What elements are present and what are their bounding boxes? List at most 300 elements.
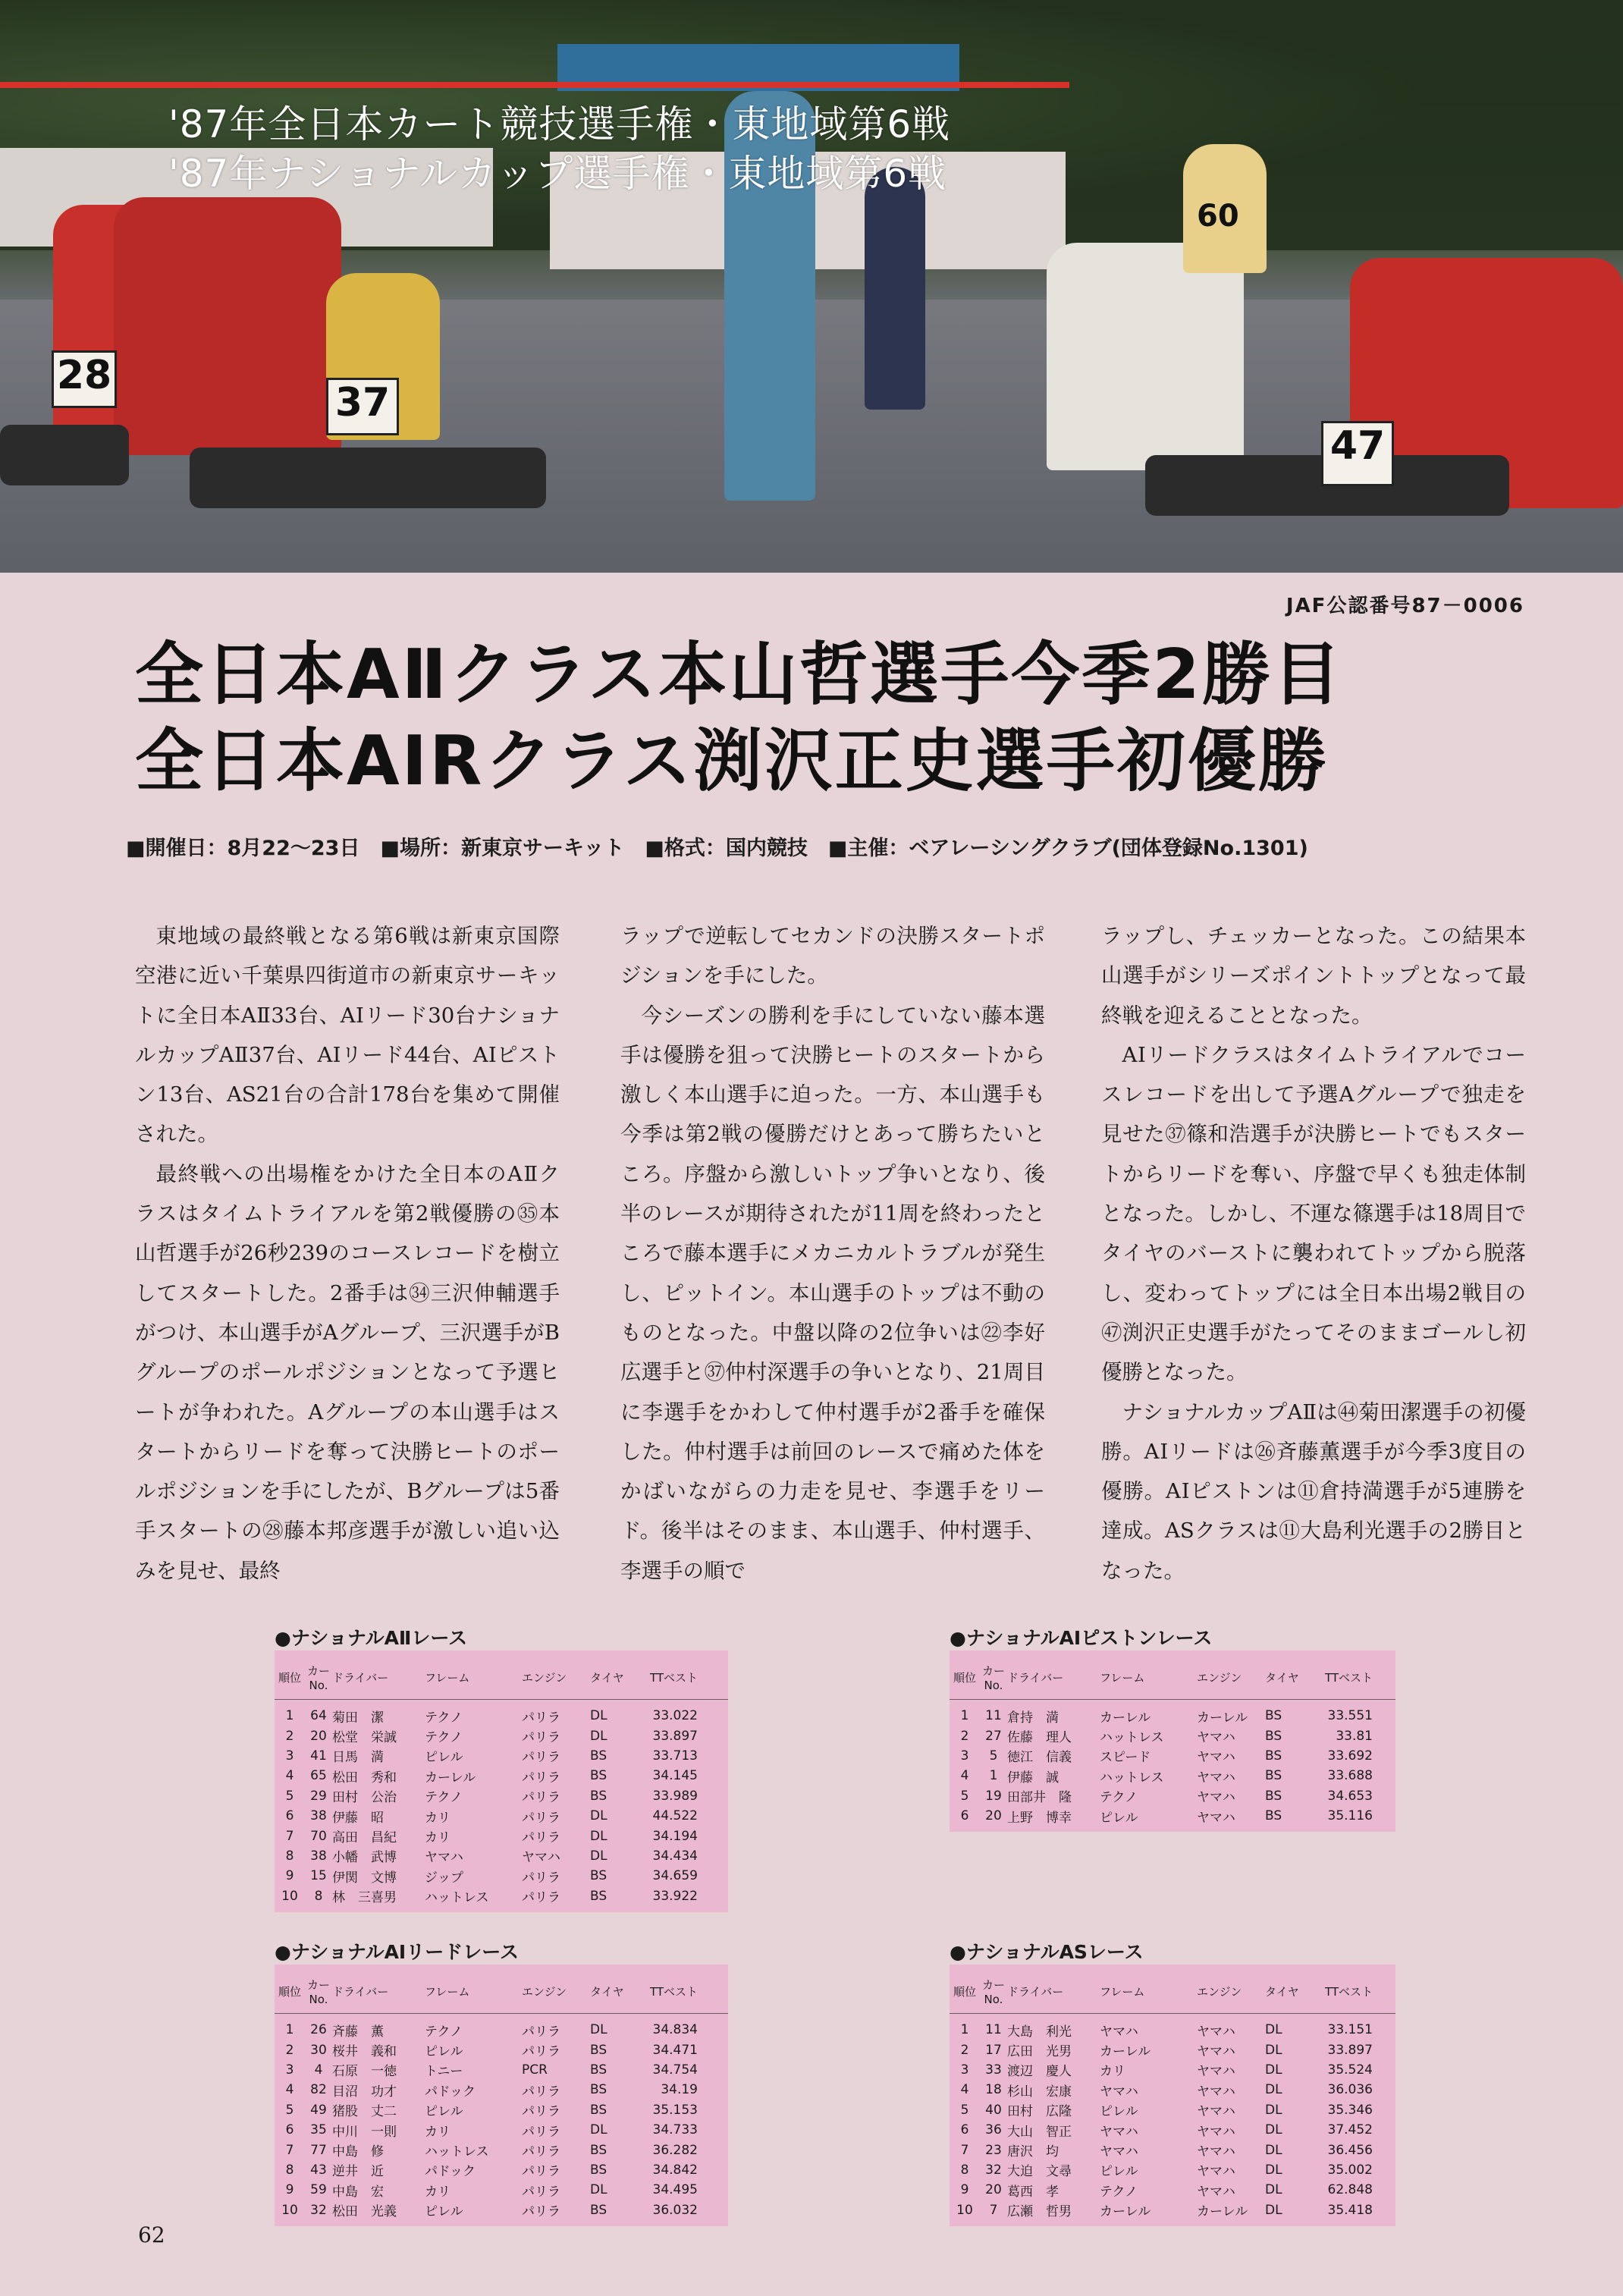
cell-frame: ヤマハ: [1100, 2024, 1138, 2040]
cell-car: 43: [310, 2162, 327, 2178]
cell-car: 23: [985, 2142, 1002, 2158]
header-frame: フレーム: [1100, 1984, 1145, 1999]
cell-pos: 1: [285, 2022, 294, 2038]
cell-tire: BS: [1265, 1728, 1282, 1744]
cell-tire: DL: [590, 1808, 607, 1824]
cell-tire: DL: [1265, 2022, 1282, 2038]
table-row: [950, 1746, 1395, 1766]
cell-frame: ピレル: [425, 2044, 463, 2060]
cell-frame: パドック: [425, 2164, 476, 2180]
cell-driver: 伊関 文博: [332, 1870, 397, 1886]
cell-frame: ピレル: [1100, 1810, 1138, 1826]
cell-engine: パリラ: [522, 1730, 560, 1746]
kart-number-plate: 28: [52, 350, 117, 408]
cell-driver: 佐藤 理人: [1007, 1730, 1072, 1746]
results-table-national-as: [950, 1937, 1395, 2226]
table-header: [275, 1969, 728, 2014]
header-frame: フレーム: [1100, 1670, 1145, 1685]
cell-frame: ピレル: [425, 2204, 463, 2220]
title-accent-line: [0, 82, 1069, 88]
cell-car: 18: [985, 2082, 1002, 2098]
cell-pos: 1: [285, 1708, 294, 1724]
cell-car: 36: [985, 2122, 1002, 2138]
cell-driver: 伊藤 誠: [1007, 1770, 1059, 1786]
cell-tt: 36.456: [1327, 2142, 1373, 2158]
cell-car: 70: [310, 1828, 327, 1844]
header-frame: フレーム: [425, 1670, 470, 1685]
photo-caption-line-2: '87年ナショナルカップ選手権・東地域第6戦: [168, 152, 947, 196]
table-row: [275, 2100, 728, 2120]
paragraph: AⅠリードクラスはタイムトライアルでコースレコードを出して予選Aグループで独走を見せた㊲篠和浩選手が決勝ヒートでもスタートからリードを奪い、序盤で早くも独走体制となった。しかし、不運な篠選手は18周目でタイヤのバーストに襲われてトップから脱落し、変わってトップには全日本出場2戦目の㊼渕沢正史選手がたってそのままゴールし初優勝となった。: [1101, 1042, 1526, 1385]
cell-pos: 5: [960, 2102, 969, 2118]
cell-tt: 33.989: [652, 1788, 698, 1804]
header-pos: 順位: [953, 1984, 976, 1999]
cell-engine: パリラ: [522, 1790, 560, 1806]
table-row: [950, 2120, 1395, 2140]
cell-pos: 3: [285, 1748, 294, 1764]
header-car: カーNo.: [306, 1977, 330, 2006]
cell-tt: 33.688: [1327, 1768, 1373, 1784]
cell-frame: テクノ: [425, 1730, 463, 1746]
cell-tt: 35.002: [1327, 2162, 1373, 2178]
header-pos: 順位: [278, 1984, 301, 1999]
table-row: [275, 1806, 728, 1826]
paragraph: ラップで逆転してセカンドの決勝スタートポジションを手にした。: [620, 924, 1045, 988]
cell-tire: BS: [590, 2062, 607, 2078]
cell-car: 35: [310, 2122, 327, 2138]
paragraph: 今シーズンの勝利を手にしていない藤本選手は優勝を狙って決勝ヒートのスタートから激しく本山選手に迫った。一方、本山選手も今季は第2戦の優勝だけとあって勝ちたいところ。序盤から激しいトップ争いとなり、後半のレースが期待されたが11周を終わったところで藤本選手にメカニカルトラブルが発生し、ピットイン。本山選手のトップは不動のものとなった。中盤以降の2位争いは㉒李好広選手と㊲仲村深選手の争いとなり、21周目に李選手をかわして仲村選手が2番手を確保した。仲村選手は前回のレースで痛めた体をかばいながらの力走を見せ、李選手をリード。後半はそのまま、本山選手、仲村選手、李選手の順で: [620, 1003, 1045, 1583]
table-row: [275, 1866, 728, 1886]
cell-pos: 4: [960, 2082, 969, 2098]
cell-tt: 37.452: [1327, 2122, 1373, 2138]
cell-engine: パリラ: [522, 2204, 560, 2220]
cell-pos: 10: [281, 2202, 298, 2218]
header-engine: エンジン: [522, 1984, 567, 1999]
cell-driver: 田村 公治: [332, 1790, 397, 1806]
cell-driver: 目沼 功才: [332, 2084, 397, 2100]
article-column-1: [135, 916, 560, 1591]
cell-tt: 34.659: [652, 1868, 698, 1884]
cell-car: 40: [985, 2102, 1002, 2118]
header-engine: エンジン: [1197, 1984, 1242, 1999]
table-row: [950, 2040, 1395, 2059]
table-row: [275, 2060, 728, 2080]
cell-frame: カーレル: [1100, 2044, 1151, 2060]
cell-engine: パリラ: [522, 2144, 560, 2160]
header-tire: タイヤ: [1265, 1984, 1299, 1999]
cell-driver: 石原 一徳: [332, 2064, 397, 2080]
cell-frame: パドック: [425, 2084, 476, 2100]
cell-frame: ハットレス: [1100, 1730, 1164, 1746]
cell-car: 32: [985, 2162, 1002, 2178]
table-row: [275, 1846, 728, 1866]
cell-pos: 7: [285, 2142, 294, 2158]
cell-pos: 4: [285, 2082, 294, 2098]
cell-tire: DL: [590, 2122, 607, 2138]
cell-car: 8: [314, 1888, 323, 1904]
cell-engine: パリラ: [522, 1750, 560, 1766]
cell-driver: 倉持 満: [1007, 1710, 1059, 1726]
jaf-approval-number: JAF公認番号87－0006: [1286, 595, 1524, 617]
cell-driver: 大島 利光: [1007, 2024, 1072, 2040]
cell-pos: 6: [285, 1808, 294, 1824]
cell-pos: 5: [285, 2102, 294, 2118]
cell-tt: 34.842: [652, 2162, 698, 2178]
rider-bib: 60: [1197, 199, 1239, 234]
cell-engine: ヤマハ: [1197, 2044, 1235, 2060]
cell-tire: DL: [1265, 2142, 1282, 2158]
cell-engine: パリラ: [522, 2164, 560, 2180]
cell-car: 11: [985, 2022, 1002, 2038]
cell-engine: パリラ: [522, 2024, 560, 2040]
cell-frame: トニー: [425, 2064, 463, 2080]
cell-car: 30: [310, 2042, 327, 2058]
cell-pos: 8: [285, 1848, 294, 1864]
cell-tire: BS: [1265, 1768, 1282, 1784]
cell-driver: 広田 光男: [1007, 2044, 1072, 2060]
cell-engine: パリラ: [522, 2104, 560, 2120]
cell-engine: パリラ: [522, 1870, 560, 1886]
cell-tire: DL: [1265, 2042, 1282, 2058]
cell-car: 29: [310, 1788, 327, 1804]
cell-tire: BS: [590, 1788, 607, 1804]
cell-tt: 33.922: [652, 1888, 698, 1904]
cell-tt: 36.282: [652, 2142, 698, 2158]
cell-frame: テクノ: [425, 1790, 463, 1806]
cell-tire: BS: [1265, 1748, 1282, 1764]
cell-pos: 6: [960, 2122, 969, 2138]
cell-tire: BS: [1265, 1788, 1282, 1804]
cell-tire: DL: [1265, 2102, 1282, 2118]
cell-driver: 逆井 近: [332, 2164, 384, 2180]
cell-frame: ピレル: [425, 1750, 463, 1766]
cell-car: 82: [310, 2082, 327, 2098]
table-body: [950, 1965, 1395, 2226]
table-title: ●ナショナルAⅠピストンレース: [950, 1627, 1213, 1649]
cell-tire: DL: [590, 1848, 607, 1864]
cell-car: 59: [310, 2182, 327, 2198]
cell-tire: BS: [590, 2102, 607, 2118]
table-row: [275, 1746, 728, 1766]
cell-engine: パリラ: [522, 1810, 560, 1826]
cell-pos: 10: [281, 1888, 298, 1904]
cell-car: 5: [989, 1748, 998, 1764]
cell-driver: 松田 光義: [332, 2204, 397, 2220]
table-row: [950, 2080, 1395, 2100]
table-row: [275, 2140, 728, 2159]
cell-driver: 大迫 文尋: [1007, 2164, 1072, 2180]
cell-frame: テクノ: [1100, 2184, 1138, 2200]
cell-tt: 34.19: [661, 2082, 698, 2098]
cell-car: 20: [985, 2182, 1002, 2198]
cell-frame: ヤマハ: [425, 1850, 463, 1866]
kart-number-plate: 37: [326, 378, 399, 435]
cell-driver: 唐沢 均: [1007, 2144, 1059, 2160]
cell-driver: 高田 昌紀: [332, 1830, 397, 1846]
kart-number-plate: 47: [1321, 421, 1394, 486]
mechanic-figure: [1047, 243, 1244, 470]
cell-engine: ヤマハ: [1197, 2184, 1235, 2200]
table-row: [950, 2140, 1395, 2159]
cell-engine: パリラ: [522, 1770, 560, 1786]
cell-car: 33: [985, 2062, 1002, 2078]
table-row: [275, 1726, 728, 1745]
cell-engine: パリラ: [522, 2124, 560, 2140]
cell-driver: 田部井 隆: [1007, 1790, 1072, 1806]
header-car: カーNo.: [981, 1977, 1005, 2006]
header-tt: TTベスト: [649, 1984, 698, 1999]
cell-tire: DL: [1265, 2122, 1282, 2138]
cell-pos: 2: [285, 2042, 294, 2058]
table-row: [950, 1786, 1395, 1806]
cell-tt: 34.145: [652, 1768, 698, 1784]
paragraph: 東地域の最終戦となる第6戦は新東京国際空港に近い千葉県四街道市の新東京サーキットに全日本AⅡ33台、AⅠリード30台ナショナルカップAⅡ37台、AⅠリード44台、AⅠピストン13台、AS21台の合計178台を集めて開催された。: [135, 924, 560, 1147]
cell-tire: DL: [1265, 2202, 1282, 2218]
header-tire: タイヤ: [590, 1984, 624, 1999]
cell-car: 77: [310, 2142, 327, 2158]
header-tire: タイヤ: [590, 1670, 624, 1685]
header-pos: 順位: [953, 1670, 976, 1685]
cell-driver: 伊藤 昭: [332, 1810, 384, 1826]
cell-pos: 9: [285, 1868, 294, 1884]
cell-pos: 6: [285, 2122, 294, 2138]
cell-tire: BS: [590, 2162, 607, 2178]
cell-tire: DL: [590, 1728, 607, 1744]
cell-driver: 松堂 栄誠: [332, 1730, 397, 1746]
cell-pos: 7: [285, 1828, 294, 1844]
cell-pos: 10: [956, 2202, 973, 2218]
table-row: [950, 2160, 1395, 2180]
cell-car: 1: [989, 1768, 998, 1784]
cell-pos: 3: [960, 2062, 969, 2078]
cell-tt: 34.495: [652, 2182, 698, 2198]
header-car: カーNo.: [306, 1663, 330, 1692]
table-title: ●ナショナルASレース: [950, 1941, 1144, 1963]
table-header: [950, 1969, 1395, 2014]
header-pos: 順位: [278, 1670, 301, 1685]
cell-engine: ヤマハ: [1197, 2104, 1235, 2120]
results-table-national-a1-reed: [275, 1937, 728, 2226]
official-figure: [865, 167, 925, 410]
cell-tt: 33.692: [1327, 1748, 1373, 1764]
cell-driver: 猪股 丈二: [332, 2104, 397, 2120]
cell-engine: ヤマハ: [1197, 1750, 1235, 1766]
table-row: [275, 2080, 728, 2100]
table-header: [950, 1655, 1395, 1700]
cell-frame: カリ: [1100, 2064, 1125, 2080]
cell-car: 7: [989, 2202, 998, 2218]
cell-pos: 7: [960, 2142, 969, 2158]
cell-tt: 33.81: [1336, 1728, 1373, 1744]
cell-car: 41: [310, 1748, 327, 1764]
cell-engine: パリラ: [522, 1890, 560, 1906]
cell-engine: ヤマハ: [1197, 1770, 1235, 1786]
cell-driver: 斉藤 薫: [332, 2024, 384, 2040]
cell-frame: ピレル: [425, 2104, 463, 2120]
cell-tt: 35.524: [1327, 2062, 1373, 2078]
cell-tt: 34.653: [1327, 1788, 1373, 1804]
table-row: [275, 2200, 728, 2220]
cell-pos: 2: [960, 2042, 969, 2058]
table-row: [275, 1886, 728, 1906]
cell-frame: ヤマハ: [1100, 2144, 1138, 2160]
cell-driver: 田村 広隆: [1007, 2104, 1072, 2120]
photo-caption-line-1: '87年全日本カート競技選手権・東地域第6戦: [168, 102, 951, 146]
cell-frame: ピレル: [1100, 2104, 1138, 2120]
table-row: [950, 2020, 1395, 2040]
cell-tire: BS: [1265, 1708, 1282, 1724]
cell-tire: DL: [590, 2022, 607, 2038]
kart: [190, 448, 546, 508]
kart: [0, 425, 129, 485]
headline-line-1: 全日本AⅡクラス本山哲選手今季2勝目: [135, 635, 1343, 715]
table-body: [950, 1651, 1395, 1832]
cell-car: 4: [314, 2062, 323, 2078]
cell-car: 17: [985, 2042, 1002, 2058]
header-driver: ドライバー: [1007, 1984, 1064, 1999]
mechanic-figure: [114, 197, 341, 455]
cell-driver: 小幡 武博: [332, 1850, 397, 1866]
cell-engine: パリラ: [522, 1830, 560, 1846]
cell-engine: カーレル: [1197, 1710, 1248, 1726]
cell-tt: 35.153: [652, 2102, 698, 2118]
cell-engine: PCR: [522, 2062, 548, 2078]
header-engine: エンジン: [1197, 1670, 1242, 1685]
cell-tire: BS: [590, 1868, 607, 1884]
cell-tire: BS: [590, 2082, 607, 2098]
header-tt: TTベスト: [649, 1670, 698, 1685]
cell-engine: ヤマハ: [1197, 2084, 1235, 2100]
cell-tire: BS: [590, 2142, 607, 2158]
cell-tt: 36.032: [652, 2202, 698, 2218]
table-header: [275, 1655, 728, 1700]
results-table-national-a1-piston: [950, 1623, 1395, 1832]
cell-car: 65: [310, 1768, 327, 1784]
cell-pos: 2: [960, 1728, 969, 1744]
cell-tt: 35.116: [1327, 1808, 1373, 1824]
cell-tire: DL: [590, 1828, 607, 1844]
cell-frame: カーレル: [1100, 2204, 1151, 2220]
table-row: [275, 1786, 728, 1806]
cell-tire: DL: [1265, 2182, 1282, 2198]
cell-car: 27: [985, 1728, 1002, 1744]
cell-tt: 36.036: [1327, 2082, 1373, 2098]
cell-tire: BS: [1265, 1808, 1282, 1824]
cell-car: 32: [310, 2202, 327, 2218]
cell-tt: 34.733: [652, 2122, 698, 2138]
cell-driver: 徳江 信義: [1007, 1750, 1072, 1766]
cell-driver: 杉山 宏康: [1007, 2084, 1072, 2100]
cell-frame: ヤマハ: [1100, 2124, 1138, 2140]
cell-engine: ヤマハ: [1197, 2124, 1235, 2140]
cell-driver: 渡辺 慶人: [1007, 2064, 1072, 2080]
cell-tire: DL: [1265, 2162, 1282, 2178]
table-body: [275, 1651, 728, 1912]
cell-tt: 34.754: [652, 2062, 698, 2078]
paragraph: ナショナルカップAⅡは㊹菊田潔選手の初優勝。AⅠリードは㉖斉藤薫選手が今季3度目の優勝。AⅠピストンは⑪倉持満選手が5連勝を達成。ASクラスは⑪大島利光選手の2勝目となった。: [1101, 1399, 1526, 1583]
cell-frame: カーレル: [425, 1770, 476, 1786]
cell-driver: 中島 修: [332, 2144, 384, 2160]
cell-engine: パリラ: [522, 1710, 560, 1726]
cell-tt: 33.713: [652, 1748, 698, 1764]
paragraph: ラップし、チェッカーとなった。この結果本山選手がシリーズポイントトップとなって最終戦を迎えることとなった。: [1101, 924, 1526, 1028]
cell-driver: 菊田 潔: [332, 1710, 384, 1726]
cell-pos: 5: [285, 1788, 294, 1804]
cell-driver: 松田 秀和: [332, 1770, 397, 1786]
race-start-photo: [0, 0, 1623, 573]
cell-driver: 大山 智正: [1007, 2124, 1072, 2140]
article-column-2: [620, 916, 1045, 1591]
cell-car: 20: [310, 1728, 327, 1744]
cell-driver: 広瀬 哲男: [1007, 2204, 1072, 2220]
article-column-3: [1101, 916, 1526, 1591]
cell-tt: 33.897: [652, 1728, 698, 1744]
table-title: ●ナショナルAⅡレース: [275, 1627, 468, 1649]
cell-pos: 4: [960, 1768, 969, 1784]
table-row: [275, 1706, 728, 1726]
cell-tire: DL: [1265, 2082, 1282, 2098]
header-tt: TTベスト: [1324, 1670, 1373, 1685]
cell-tire: BS: [590, 2042, 607, 2058]
cell-car: 38: [310, 1848, 327, 1864]
cell-tire: DL: [590, 2182, 607, 2198]
cell-driver: 日馬 満: [332, 1750, 384, 1766]
cell-tire: DL: [590, 1708, 607, 1724]
table-row: [275, 2040, 728, 2059]
cell-engine: ヤマハ: [1197, 1730, 1235, 1746]
cell-tt: 35.418: [1327, 2202, 1373, 2218]
cell-car: 11: [985, 1708, 1002, 1724]
cell-engine: カーレル: [1197, 2204, 1248, 2220]
cell-frame: ハットレス: [425, 1890, 489, 1906]
cell-frame: カリ: [425, 2124, 450, 2140]
table-row: [950, 1806, 1395, 1826]
cell-engine: パリラ: [522, 2184, 560, 2200]
table-row: [950, 2200, 1395, 2220]
cell-frame: カリ: [425, 1830, 450, 1846]
event-info: ■開催日：8月22～23日 ■場所：新東京サーキット ■格式：国内競技 ■主催：ベアレーシングクラブ(団体登録No.1301): [126, 837, 1308, 860]
cell-pos: 9: [960, 2182, 969, 2198]
cell-engine: ヤマハ: [522, 1850, 560, 1866]
cell-tt: 62.848: [1327, 2182, 1373, 2198]
cell-tt: 33.151: [1327, 2022, 1373, 2038]
cell-frame: カリ: [425, 1810, 450, 1826]
cell-pos: 5: [960, 1788, 969, 1804]
table-row: [950, 1706, 1395, 1726]
table-row: [275, 2180, 728, 2200]
header-driver: ドライバー: [1007, 1670, 1064, 1685]
table-row: [275, 2020, 728, 2040]
cell-frame: ピレル: [1100, 2164, 1138, 2180]
table-row: [275, 1766, 728, 1786]
cell-tire: DL: [1265, 2062, 1282, 2078]
cell-pos: 4: [285, 1768, 294, 1784]
header-tt: TTベスト: [1324, 1984, 1373, 1999]
cell-engine: ヤマハ: [1197, 1810, 1235, 1826]
cell-frame: テクノ: [1100, 1790, 1138, 1806]
cell-pos: 3: [285, 2062, 294, 2078]
header-driver: ドライバー: [332, 1984, 389, 1999]
cell-frame: テクノ: [425, 1710, 463, 1726]
cell-tt: 34.834: [652, 2022, 698, 2038]
table-row: [950, 1766, 1395, 1786]
cell-tt: 33.897: [1327, 2042, 1373, 2058]
table-body: [275, 1965, 728, 2226]
cell-pos: 8: [285, 2162, 294, 2178]
cell-tt: 34.471: [652, 2042, 698, 2058]
cell-tire: BS: [590, 1888, 607, 1904]
cell-car: 20: [985, 1808, 1002, 1824]
